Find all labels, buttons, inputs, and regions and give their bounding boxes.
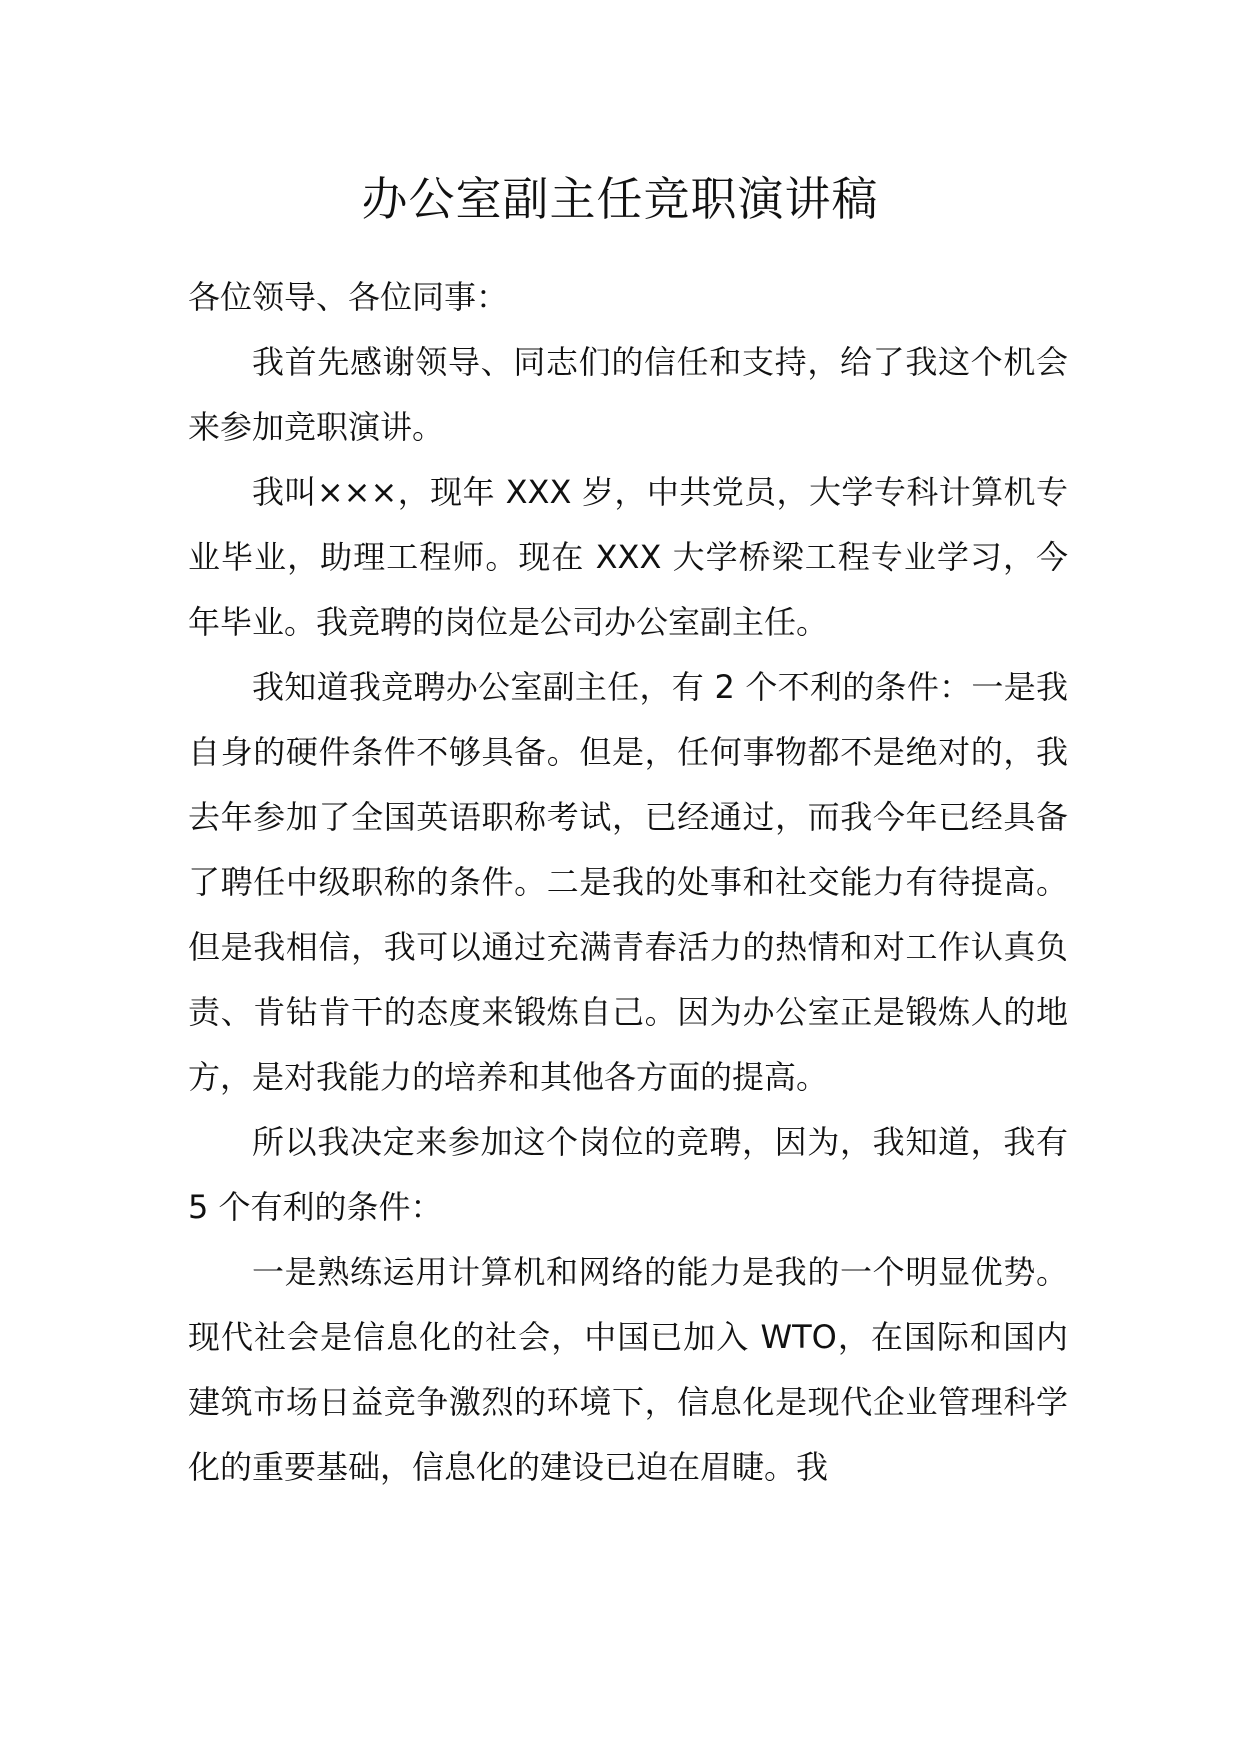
paragraph-disadvantages: 我知道我竞聘办公室副主任，有 2 个不利的条件：一是我自身的硬件条件不够具备。但是，任何事物都不是绝对的，我去年参加了全国英语职称考试，已经通过，而我今年已经具备了聘任中级职称的条件。二是我的处事和社交能力有待提高。但是我相信，我可以通过充满青春活力的热情和对工作认真负责、肯钻肯干的态度来锻炼自己。因为办公室正是锻炼人的地方，是对我能力的培养和其他各方面的提高。 bbox=[188, 668, 1068, 1096]
paragraph-decision: 所以我决定来参加这个岗位的竞聘，因为，我知道，我有 5 个有利的条件： bbox=[188, 1123, 1068, 1226]
salutation: 各位领导、各位同事： bbox=[188, 278, 509, 316]
paragraph-thanks: 我首先感谢领导、同志们的信任和支持，给了我这个机会来参加竞职演讲。 bbox=[188, 343, 1068, 446]
document-title: 办公室副主任竞职演讲稿 bbox=[361, 172, 879, 226]
document-body bbox=[188, 265, 1068, 1500]
paragraph-advantage-one: 一是熟练运用计算机和网络的能力是我的一个明显优势。现代社会是信息化的社会，中国已加入 WTO，在国际和国内建筑市场日益竞争激烈的环境下，信息化是现代企业管理科学化的重要基础，信息化的建设已迫在眉睫。我 bbox=[188, 1253, 1068, 1486]
paragraph-introduction: 我叫×××，现年 XXX 岁，中共党员，大学专科计算机专业毕业，助理工程师。现在 XXX 大学桥梁工程专业学习，今年毕业。我竞聘的岗位是公司办公室副主任。 bbox=[188, 473, 1068, 641]
